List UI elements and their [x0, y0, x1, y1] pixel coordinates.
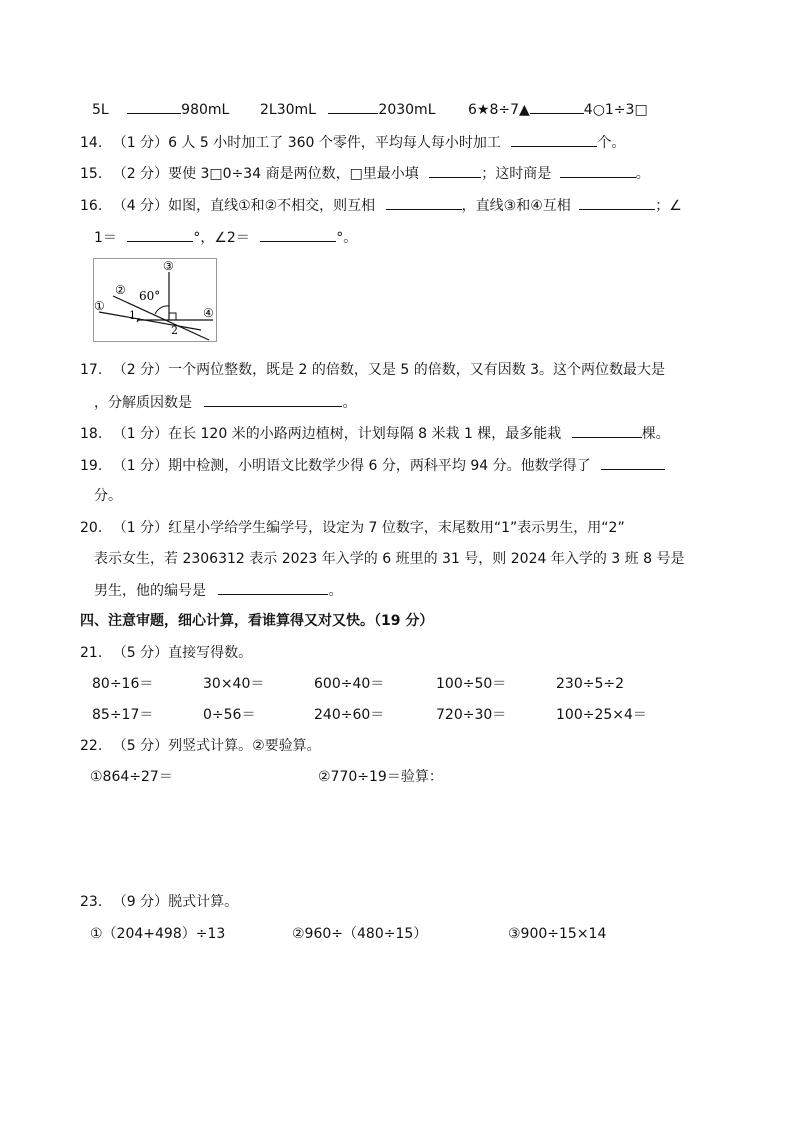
- question-tail: ；∠: [655, 198, 682, 214]
- question-text: （5 分）列竖式计算。②要验算。: [112, 738, 321, 754]
- calc-item[interactable]: 230÷5÷2: [556, 676, 624, 692]
- answer-blank-2[interactable]: [579, 195, 655, 210]
- compare-b-left: 2L30mL: [260, 102, 316, 118]
- angle-arc: [155, 306, 169, 314]
- calc-item[interactable]: 85÷17＝: [92, 707, 154, 723]
- q13-row: [92, 99, 229, 120]
- answer-blank-2[interactable]: [560, 163, 636, 178]
- label-line-4: ④: [203, 306, 214, 320]
- question-22: [80, 736, 321, 756]
- compare-a-right: 980mL: [181, 102, 230, 118]
- label-line-2: ②: [115, 283, 126, 297]
- question-21: [80, 643, 252, 663]
- question-text-2: 表示女生，若 2306312 表示 2023 年入学的 6 班里的 31 号，则 2024 年入学的 3 班 8 号是: [94, 551, 685, 567]
- line-2: [113, 296, 209, 340]
- compare-c-left: 6★8÷7▲: [468, 102, 530, 118]
- question-16: [80, 195, 682, 216]
- question-text: （1 分）期中检测，小明语文比数学少得 6 分，两科平均 94 分。他数学得了: [112, 458, 591, 474]
- stepwise-calc-2[interactable]: ②960÷（480÷15）: [292, 926, 428, 942]
- question-tail: °。: [336, 230, 358, 246]
- compare-c-blank[interactable]: [530, 99, 584, 114]
- compare-a-blank[interactable]: [127, 99, 181, 114]
- label-angle-60: 60°: [139, 289, 161, 303]
- question-tail: 。: [635, 166, 650, 182]
- section-4-title: 四、注意审题，细心计算，看谁算得又对又快。（19 分）: [80, 613, 434, 629]
- question-tail: 。: [328, 583, 343, 599]
- calc-item[interactable]: 80÷16＝: [92, 676, 154, 692]
- question-text-2: ，分解质因数是: [94, 395, 192, 411]
- answer-blank-1[interactable]: [429, 163, 481, 178]
- answer-blank[interactable]: [511, 132, 597, 147]
- answer-blank[interactable]: [601, 455, 665, 470]
- calc-item[interactable]: 600÷40＝: [314, 676, 385, 692]
- question-tail: 个。: [597, 135, 626, 151]
- right-angle-mark: [169, 313, 176, 320]
- question-number: 19.: [80, 458, 103, 474]
- question-mid: ，直线③和④互相: [461, 198, 571, 214]
- label-line-1: ①: [94, 299, 105, 313]
- question-16-line2: [94, 227, 357, 248]
- angle1-label: 1＝: [94, 230, 117, 246]
- question-text: （2 分）要使 3□0÷34 商是两位数，□里最小填: [112, 166, 419, 182]
- compare-b-right: 2030mL: [378, 102, 436, 118]
- question-text: （1 分）红星小学给学生编学号，设定为 7 位数字，末尾数用“1”表示男生，用“2”: [112, 520, 625, 536]
- question-19: [80, 455, 665, 476]
- question-20-line3: [94, 580, 342, 601]
- question-23: [80, 892, 238, 912]
- question-18: [80, 423, 670, 444]
- question-15: [80, 163, 650, 184]
- question-number: 14.: [80, 135, 103, 151]
- question-17-line2: [94, 392, 356, 413]
- question-number: 22.: [80, 738, 103, 754]
- question-number: 16.: [80, 198, 103, 214]
- line-1: [99, 312, 201, 330]
- angle1-blank[interactable]: [127, 227, 193, 242]
- question-number: 20.: [80, 520, 103, 536]
- question-number: 23.: [80, 894, 103, 910]
- question-17: [80, 360, 665, 380]
- label-angle-2: 2: [171, 324, 178, 337]
- question-text: （1 分）在长 120 米的小路两边植树，计划每隔 8 米栽 1 棵，最多能栽: [112, 426, 562, 442]
- question-20-line2: [94, 549, 684, 569]
- question-text-3: 男生，他的编号是: [94, 583, 206, 599]
- vertical-calc-2[interactable]: ②770÷19＝验算：: [318, 769, 443, 785]
- answer-blank-1[interactable]: [386, 195, 462, 210]
- question-number: 21.: [80, 645, 103, 661]
- question-text: （1 分）6 人 5 小时加工了 360 个零件，平均每人每小时加工: [112, 135, 501, 151]
- question-20: [80, 518, 625, 538]
- question-tail: 棵。: [641, 426, 670, 442]
- vertical-calc-1[interactable]: ①864÷27＝: [90, 769, 173, 785]
- calc-item[interactable]: 240÷60＝: [314, 707, 385, 723]
- calc-item[interactable]: 720÷30＝: [436, 707, 507, 723]
- question-number: 17.: [80, 362, 103, 378]
- question-19-line2: [94, 486, 122, 506]
- question-text-2: 分。: [94, 488, 122, 504]
- question-14: [80, 132, 625, 153]
- question-text: （2 分）一个两位整数，既是 2 的倍数，又是 5 的倍数，又有因数 3。这个两位数最大是: [112, 362, 666, 378]
- answer-blank[interactable]: [218, 580, 328, 595]
- angle2-label: °，∠2＝: [193, 230, 250, 246]
- compare-b-blank[interactable]: [328, 99, 378, 114]
- question-text: （9 分）脱式计算。: [112, 894, 239, 910]
- q13-row-b: [260, 99, 436, 120]
- question-text: （4 分）如图，直线①和②不相交，则互相: [112, 198, 376, 214]
- calc-item[interactable]: 0÷56＝: [203, 707, 256, 723]
- answer-blank[interactable]: [204, 392, 342, 407]
- calc-item[interactable]: 100÷50＝: [436, 676, 507, 692]
- calc-item[interactable]: 30×40＝: [203, 676, 265, 692]
- question-text: （5 分）直接写得数。: [112, 645, 253, 661]
- label-angle-1: 1: [129, 309, 136, 322]
- question-number: 18.: [80, 426, 103, 442]
- compare-a-left: 5L: [92, 102, 109, 118]
- compare-c-right: 4○1÷3□: [583, 102, 648, 118]
- lines-figure: [93, 258, 217, 342]
- q13-row-c: [468, 99, 648, 120]
- stepwise-calc-1[interactable]: ①（204+498）÷13: [90, 926, 226, 942]
- answer-blank[interactable]: [572, 423, 642, 438]
- label-line-3: ③: [163, 259, 174, 273]
- question-mid: ；这时商是: [481, 166, 552, 182]
- question-number: 15.: [80, 166, 103, 182]
- stepwise-calc-3[interactable]: ③900÷15×14: [508, 926, 607, 942]
- angle2-blank[interactable]: [260, 227, 336, 242]
- calc-item[interactable]: 100÷25×4＝: [556, 707, 647, 723]
- question-tail: 。: [342, 395, 357, 411]
